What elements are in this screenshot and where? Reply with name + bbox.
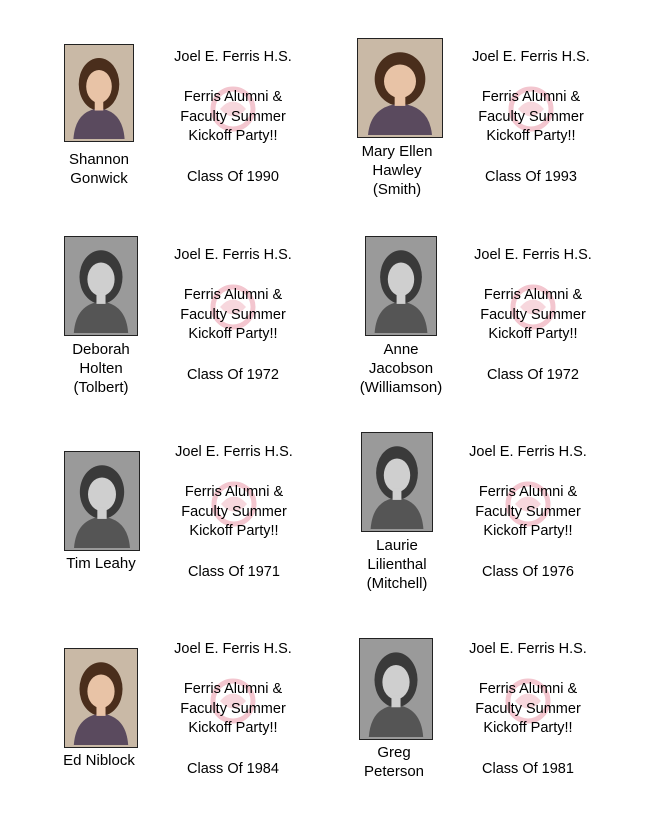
portrait-photo [64,648,138,748]
event-line: Faculty Summer [478,108,584,125]
event-title [453,680,603,739]
event-line: Faculty Summer [475,503,581,520]
alumni-name [342,142,452,199]
class-year: Class Of 1972 [487,367,579,383]
event-line: Kickoff Party!! [483,720,573,736]
alumni-card [58,640,368,820]
name-line: Shannon [68,151,130,168]
class-year: Class Of 1971 [188,564,280,580]
portrait-photo [365,236,437,336]
event-title [158,88,308,147]
event-line: Ferris Alumni & [478,484,578,500]
person-portrait-icon [368,239,434,333]
event-line: Ferris Alumni & [184,484,284,500]
school-name: Joel E. Ferris H.S. [469,641,587,657]
name-line: Lilienthal [367,556,427,573]
alumni-card [58,44,368,224]
name-line: Ed Niblock [63,752,135,769]
name-line: (Tolbert) [73,379,129,396]
alumni-name [346,340,456,397]
class-year: Class Of 1981 [482,761,574,777]
school-name: Joel E. Ferris H.S. [472,49,590,65]
event-line: Ferris Alumni & [183,287,283,303]
name-line: Deborah [72,341,130,358]
class-year: Class Of 1972 [187,367,279,383]
class-year: Class Of 1976 [482,564,574,580]
event-line: Faculty Summer [180,700,286,717]
event-line: Ferris Alumni & [183,681,283,697]
school-name: Joel E. Ferris H.S. [474,247,592,263]
class-year: Class Of 1990 [187,169,279,185]
portrait-photo [361,432,433,532]
name-line: Hawley [372,162,422,179]
event-line: Kickoff Party!! [486,128,576,144]
event-line: Faculty Summer [475,700,581,717]
alumni-name [44,751,154,770]
school-name: Joel E. Ferris H.S. [469,444,587,460]
person-portrait-icon [67,454,137,548]
alumni-name [46,340,156,397]
alumni-card [355,638,646,818]
event-title [158,680,308,739]
event-line: Kickoff Party!! [189,523,279,539]
person-portrait-icon [67,47,131,139]
name-line: (Smith) [372,181,422,198]
class-year: Class Of 1993 [485,169,577,185]
event-line: Kickoff Party!! [483,523,573,539]
event-title [453,483,603,542]
name-line: Peterson [363,763,425,780]
event-title [456,88,606,147]
alumni-card [58,443,368,623]
event-title [458,286,608,345]
event-line: Ferris Alumni & [481,89,581,105]
alumni-card [58,236,368,416]
school-name: Joel E. Ferris H.S. [174,641,292,657]
event-line: Kickoff Party!! [188,720,278,736]
name-line: (Williamson) [359,379,443,396]
event-line: Kickoff Party!! [488,326,578,342]
school-name: Joel E. Ferris H.S. [174,247,292,263]
alumni-name [46,554,156,573]
name-line: Anne [383,341,419,358]
event-line: Faculty Summer [181,503,287,520]
event-line: Kickoff Party!! [188,326,278,342]
alumni-card [355,236,646,416]
alumni-name [339,743,449,781]
school-name: Joel E. Ferris H.S. [175,444,293,460]
name-line: Gonwick [70,170,128,187]
person-portrait-icon [67,651,135,745]
event-line: Ferris Alumni & [483,287,583,303]
portrait-photo [64,236,138,336]
person-portrait-icon [67,239,135,333]
portrait-photo [64,451,140,551]
school-name: Joel E. Ferris H.S. [174,49,292,65]
class-year: Class Of 1984 [187,761,279,777]
person-portrait-icon [362,641,430,737]
event-line: Ferris Alumni & [478,681,578,697]
alumni-card [355,432,646,612]
name-line: (Mitchell) [366,575,428,592]
event-title [158,286,308,345]
name-line: Laurie [376,537,418,554]
name-line: Jacobson [368,360,434,377]
event-line: Faculty Summer [480,306,586,323]
name-line: Greg [377,744,411,761]
event-line: Kickoff Party!! [188,128,278,144]
name-line: Tim Leahy [66,555,136,572]
portrait-photo [357,38,443,138]
name-line: Mary Ellen [361,143,433,160]
event-line: Faculty Summer [180,306,286,323]
event-title [159,483,309,542]
portrait-photo [359,638,433,740]
portrait-photo [64,44,134,142]
alumni-card [355,38,646,218]
event-line: Faculty Summer [180,108,286,125]
alumni-name [342,536,452,593]
event-line: Ferris Alumni & [183,89,283,105]
alumni-name [44,150,154,188]
name-line: Holten [79,360,123,377]
person-portrait-icon [360,41,440,135]
person-portrait-icon [364,435,430,529]
